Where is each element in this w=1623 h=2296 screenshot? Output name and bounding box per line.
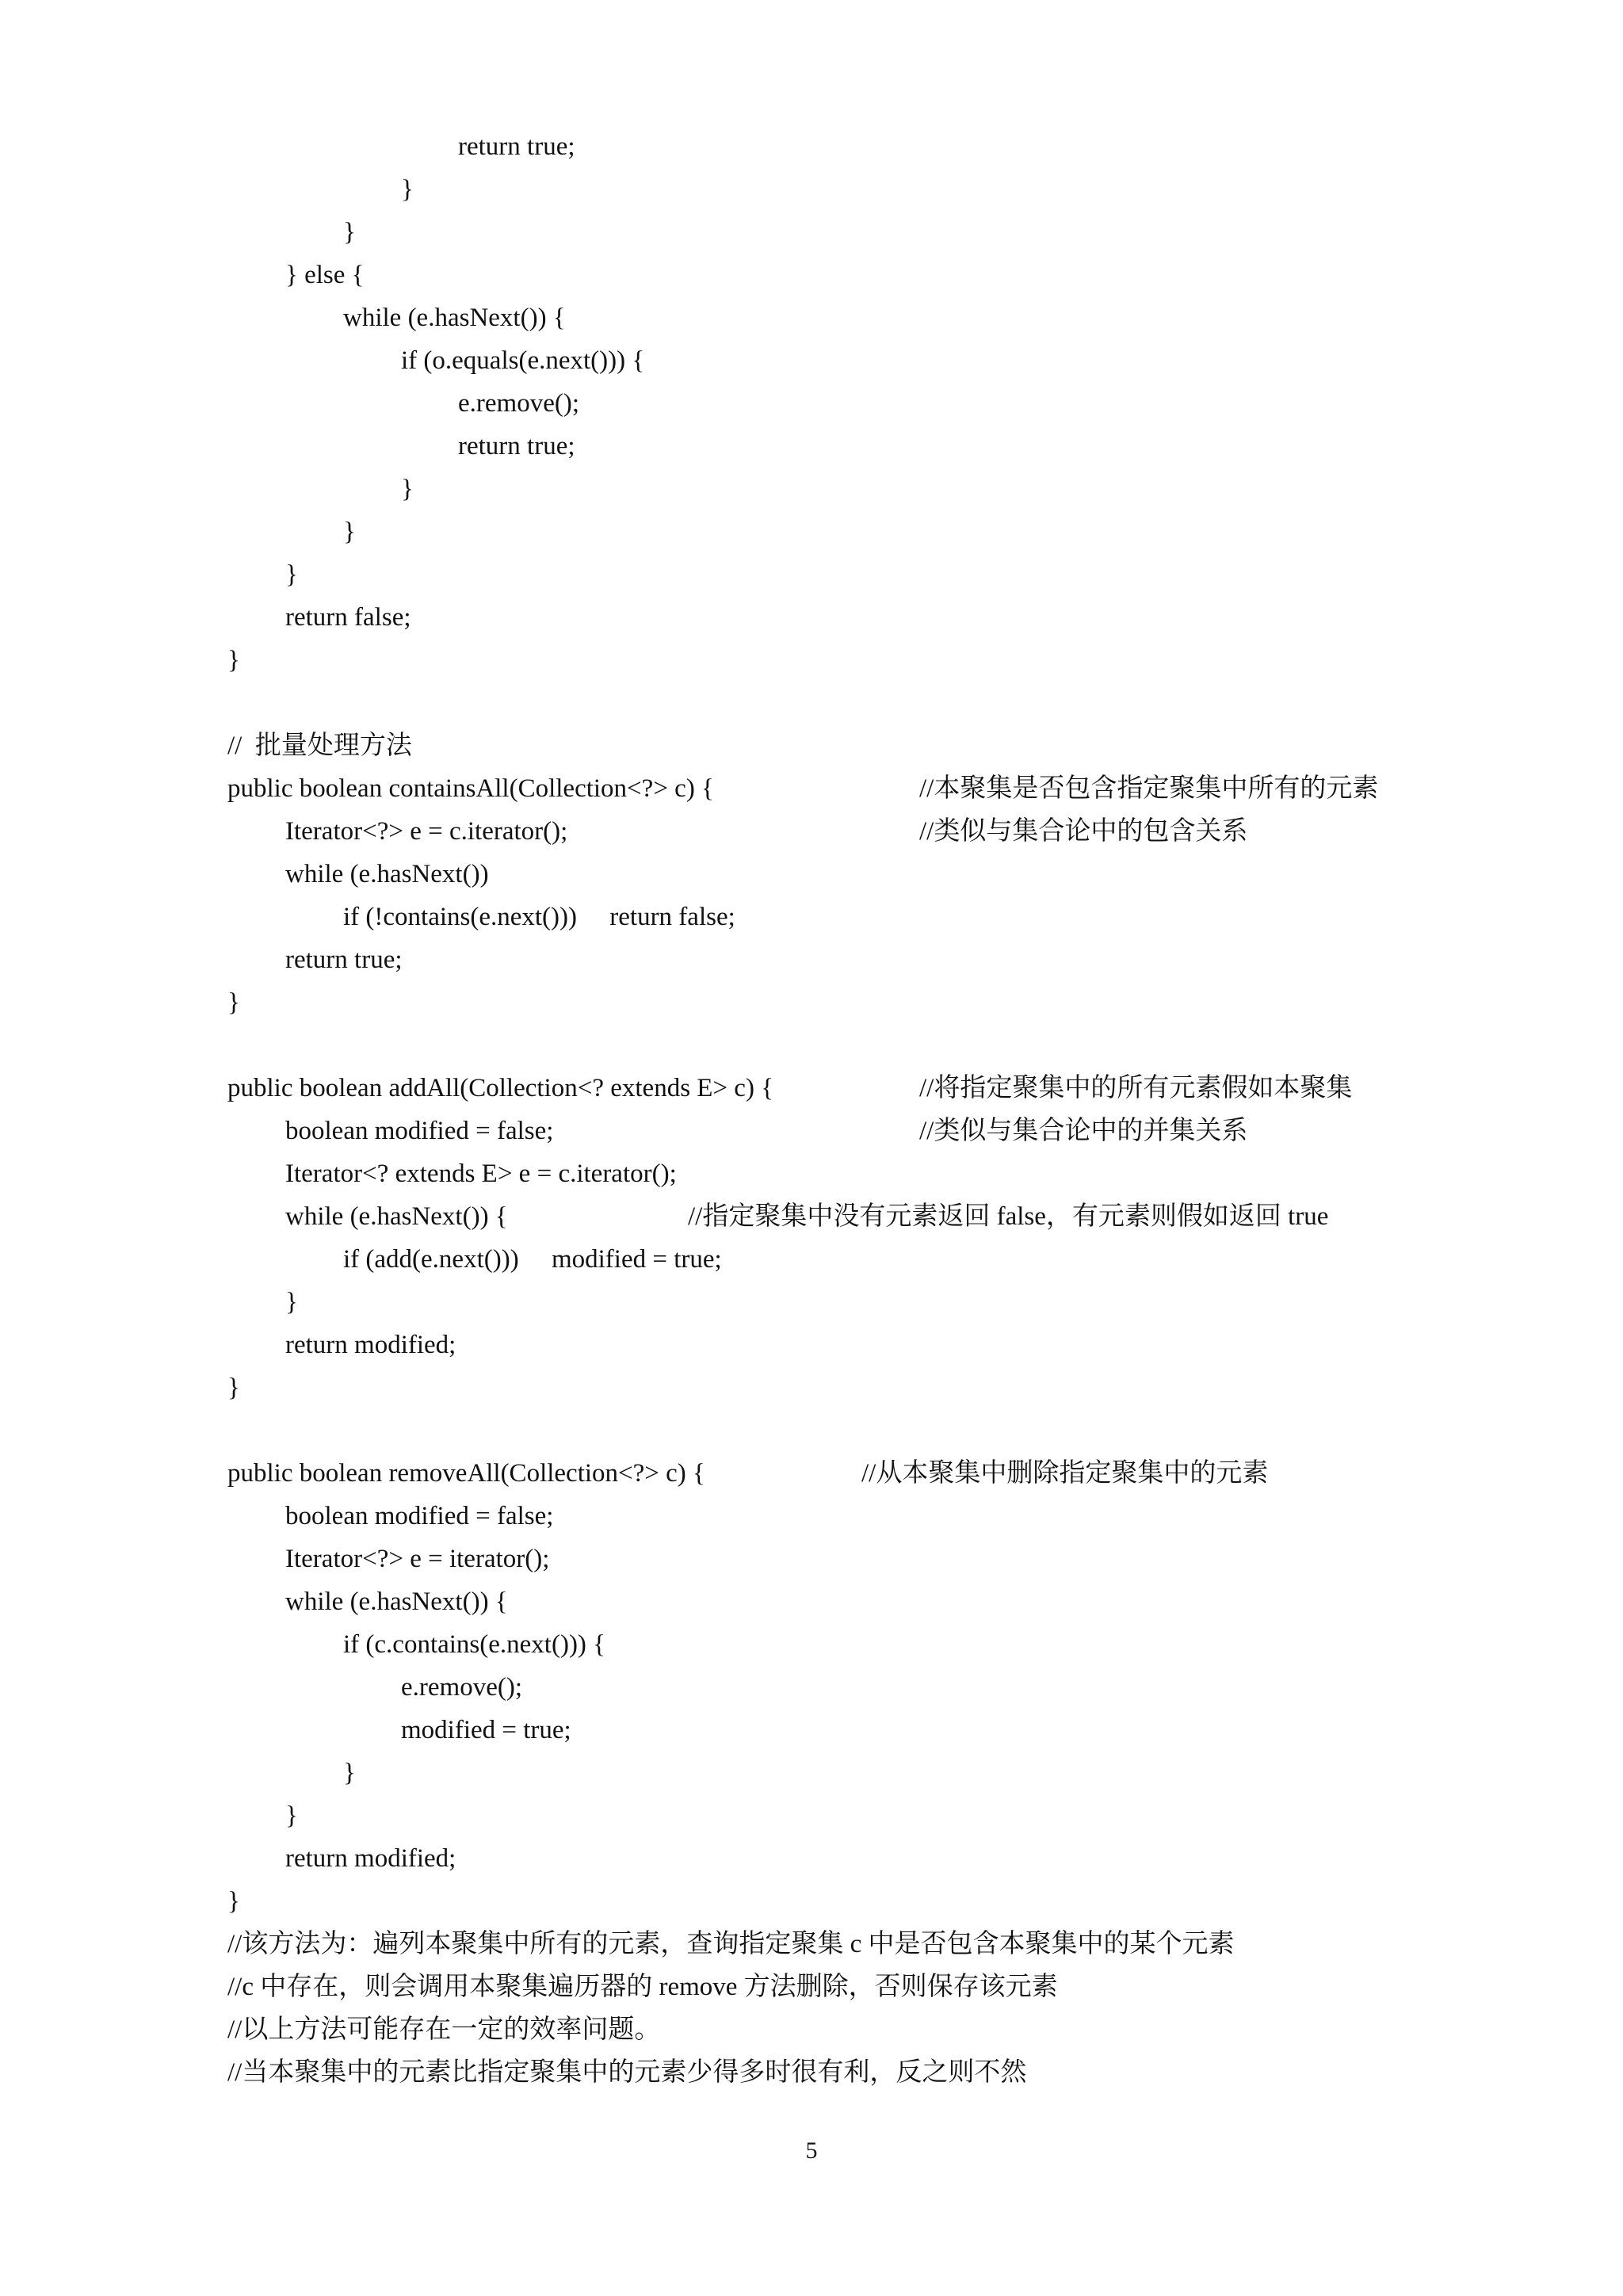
code-text: } [401,475,414,503]
code-line [0,553,1623,596]
code-line [0,382,1623,425]
code-line [0,1752,1623,1794]
code-text: e.remove(); [458,389,579,418]
code-line [0,1880,1623,1923]
explanation-comment-line [0,1966,1623,2008]
code-line [0,1666,1623,1709]
explanation-comment-line [0,1923,1623,1966]
code-text: return modified; [285,1331,456,1359]
code-text: e.remove(); [401,1673,522,1702]
code-line [0,1709,1623,1752]
code-line [0,1580,1623,1623]
explanation-comment: //该方法为：遍列本聚集中所有的元素，查询指定聚集 c 中是否包含本聚集中的某个元素 [227,1930,1235,1958]
code-line [0,510,1623,553]
code-text: while (e.hasNext()) [285,860,489,888]
code-text: } [285,560,298,589]
code-text: Iterator<? extends E> e = c.iterator(); [285,1159,677,1188]
page-number: 5 [805,2137,818,2164]
code-line [0,468,1623,510]
inline-comment: //从本聚集中删除指定聚集中的元素 [861,1459,1269,1488]
code-text: } [401,175,414,204]
inline-comment: //类似与集合论中的并集关系 [919,1117,1248,1145]
code-line [0,1110,1623,1152]
code-text: return false; [285,603,411,632]
code-text: return true; [285,946,403,974]
inline-comment: //将指定聚集中的所有元素假如本聚集 [919,1074,1353,1102]
code-text: } else { [285,261,365,289]
code-text: } [227,646,240,674]
code-line [0,810,1623,853]
code-line [0,125,1623,168]
code-text: return true; [458,432,575,460]
code-line [0,339,1623,382]
section-comment: // 批量处理方法 [227,732,412,760]
code-line [0,168,1623,211]
code-line [0,1238,1623,1281]
code-text: boolean modified = false; [285,1502,554,1530]
explanation-comment-line [0,2051,1623,2094]
code-text: } [285,1288,298,1316]
code-line [0,1837,1623,1880]
code-text: boolean modified = false; [285,1117,554,1145]
code-line [0,1324,1623,1366]
code-line [0,639,1623,682]
code-line [0,296,1623,339]
code-text: while (e.hasNext()) { [285,1587,508,1616]
code-text: } [343,1759,356,1787]
explanation-comment: //当本聚集中的元素比指定聚集中的元素少得多时很有利，反之则不然 [227,2058,1027,2087]
code-text: while (e.hasNext()) { [285,1202,508,1231]
code-text: public boolean removeAll(Collection<?> c) { [227,1459,705,1488]
inline-comment: //类似与集合论中的包含关系 [919,817,1248,846]
explanation-comment-line [0,2008,1623,2051]
code-text: } [227,988,240,1017]
code-line [0,425,1623,468]
code-text: Iterator<?> e = c.iterator(); [285,817,568,846]
code-line [0,1495,1623,1538]
explanation-comment: //以上方法可能存在一定的效率问题。 [227,2015,661,2044]
inline-comment: //本聚集是否包含指定聚集中所有的元素 [919,774,1379,803]
code-line [0,596,1623,639]
code-text: if (add(e.next())) modified = true; [343,1245,722,1274]
code-text: while (e.hasNext()) { [343,304,566,332]
code-line [0,1452,1623,1495]
code-text: } [285,1801,298,1830]
code-line [0,1281,1623,1324]
code-text: modified = true; [401,1716,571,1744]
code-text: if (o.equals(e.next())) { [401,346,645,375]
code-text: public boolean containsAll(Collection<?> c) { [227,774,714,803]
code-text: if (!contains(e.next())) return false; [343,903,735,931]
section-comment-line [0,724,1623,767]
code-text: } [227,1373,240,1402]
code-text: } [343,518,356,546]
code-text: Iterator<?> e = iterator(); [285,1545,550,1573]
code-line [0,254,1623,296]
code-line [0,767,1623,810]
code-line [0,1366,1623,1409]
inline-comment: //指定聚集中没有元素返回 false，有元素则假如返回 true [688,1202,1329,1231]
code-text: if (c.contains(e.next())) { [343,1630,606,1659]
code-line [0,1794,1623,1837]
code-text: return modified; [285,1844,456,1873]
code-line [0,896,1623,938]
code-line [0,853,1623,896]
code-line [0,1538,1623,1580]
code-line [0,1152,1623,1195]
code-line [0,1195,1623,1238]
code-line [0,981,1623,1024]
code-text: return true; [458,132,575,161]
code-text: } [227,1887,240,1916]
explanation-comment: //c 中存在，则会调用本聚集遍历器的 remove 方法删除，否则保存该元素 [227,1973,1058,2001]
code-line [0,1067,1623,1110]
code-line [0,1623,1623,1666]
code-line [0,938,1623,981]
code-text: } [343,218,356,246]
code-line [0,211,1623,254]
code-text: public boolean addAll(Collection<? extends E> c) { [227,1074,774,1102]
